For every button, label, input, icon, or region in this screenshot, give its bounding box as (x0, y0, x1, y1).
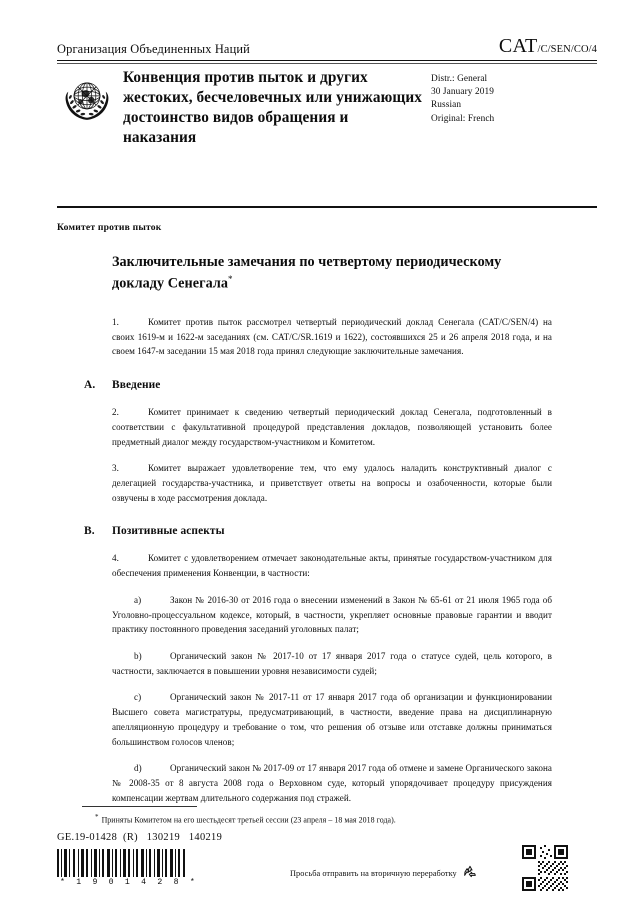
footnote-text: Приняты Комитетом на его шестьдесят третьей сессии (23 апреля – 18 мая 2018 года). (101, 815, 396, 825)
job-code: GE.19-01428 (R) 130219 140219 (57, 832, 223, 843)
paragraph-number: 4. (112, 553, 119, 564)
subparagraph-text: Органический закон № 2017-10 от 17 января 2017 года о статусе судей, цель которого, в частности, заключается в повышении уровня независимости судей; (112, 650, 552, 676)
section-heading-b (57, 525, 597, 537)
subparagraph (112, 690, 552, 749)
document-body (57, 222, 597, 805)
section-title: Позитивные аспекты (112, 525, 225, 538)
barcode-text: * 1 9 0 1 4 2 8 * (60, 878, 198, 887)
paragraph (112, 461, 552, 505)
section-title: Введение (112, 379, 161, 392)
masthead (57, 36, 597, 64)
section-heading-a (57, 379, 597, 391)
section-letter: B. (84, 525, 95, 538)
paragraph (112, 405, 552, 449)
masthead-row (57, 36, 597, 57)
paragraph-number: 3. (112, 463, 119, 474)
barcode-bars (57, 849, 187, 877)
masthead-divider (57, 60, 597, 64)
paragraph (112, 315, 552, 359)
un-emblem-icon (61, 72, 113, 124)
subparagraph-label: d) (134, 763, 142, 774)
distribution-date: 30 January 2019 (431, 87, 494, 98)
paragraph-text: Комитет выражает удовлетворение тем, что ему удалось наладить конструктивный диалог с делегацией государства-участника, и приветствует ответы на вопросы и озабоченности, которые были озвучены в ходе рассмотрения доклада. (112, 463, 552, 503)
page-title-footnote-marker: * (228, 273, 233, 284)
recycle-notice (290, 864, 478, 882)
subparagraph-text: Закон № 2016-30 от 2016 года о внесении изменений в Закон № 65-61 от 21 июля 1965 года об Уголовно-процессуальном кодексе, который, в частности, укрепляет основные правовые гарантии и вводит практику постоянного проведения заседаний уголовных палат; (112, 594, 552, 635)
paragraph-text: Комитет принимает к сведению четвертый периодический доклад Сенегала, подготовленный в соответствии с факультативной процедурой представления докладов, позволяющей установить более предметный диалог между государством-участником и Комитетом. (112, 407, 552, 447)
document-symbol-suffix: /C/SEN/CO/4 (537, 44, 597, 55)
subparagraph-label: b) (134, 650, 142, 661)
document-symbol-main: CAT (498, 35, 538, 57)
paragraph (112, 551, 552, 580)
subparagraph-text: Органический закон № 2017-11 от 17 января 2017 года об организации и функционировании Высшего совета магистратуры, предусматривающий, в частности, введение права на дисциплинарную апелляционную процедуру и требование о том, что решения об отзыве или отставке должны приниматься большинством голосов членов; (112, 692, 552, 747)
subparagraph-label: a) (134, 594, 142, 605)
qr-code (522, 845, 568, 896)
convention-title: Конвенция против пыток и других жестоких, бесчеловечных или унижающих достоинство видов обращения и наказания (123, 69, 423, 146)
paragraph-text: Комитет против пыток рассмотрел четвертый периодический доклад Сенегала (CAT/C/SEN/4) на своих 1619-м и 1622-м заседаниях (см. CAT/C/SR.1619 и 1622), состоявшихся 25 и 26 апреля 2018 года, и на своем 1647-м заседании 15 мая 2018 года принял следующие заключительные замечания. (112, 316, 552, 357)
subparagraph (112, 761, 552, 805)
subparagraph-text: Органический закон № 2017-09 от 17 января 2017 года об отмене и замене Органического закона № 2008-35 от 8 августа 2008 года о Верховном суде, который упорядочивает процедуру присуждения компенсации жертвам длительного содержания под стражей. (112, 763, 552, 803)
title-band (57, 68, 597, 148)
subparagraph-label: c) (134, 692, 142, 703)
header-bottom-rule (57, 206, 597, 208)
subparagraph (112, 649, 552, 678)
distribution-type: Distr.: General (431, 74, 488, 84)
footnote-marker: * (95, 813, 99, 821)
page-title-text: Заключительные замечания по четвертому периодическому докладу Сенегала (112, 254, 502, 292)
paragraph-number: 2. (112, 407, 119, 418)
page-title (112, 253, 512, 294)
subparagraph (112, 593, 552, 637)
organization-name: Организация Объединенных Наций (57, 41, 250, 56)
distribution-block (431, 73, 581, 126)
footnote-separator (82, 806, 197, 807)
recycle-notice-text: Просьба отправить на вторичную переработку (290, 868, 457, 878)
section-letter: A. (84, 379, 96, 392)
distribution-language: Russian (431, 100, 462, 111)
committee-name: Комитет против пыток (57, 222, 162, 233)
paragraph-text: Комитет с удовлетворением отмечает законодательные акты, принятые государством-участником для обеспечения применения Конвенции, в частности: (112, 553, 552, 579)
recycle-icon (462, 864, 478, 882)
barcode (57, 849, 198, 887)
footnote (95, 813, 597, 826)
paragraph-number: 1. (112, 316, 119, 327)
document-symbol (499, 36, 597, 57)
footnote-area (57, 806, 597, 826)
distribution-original: Original: French (431, 113, 495, 124)
